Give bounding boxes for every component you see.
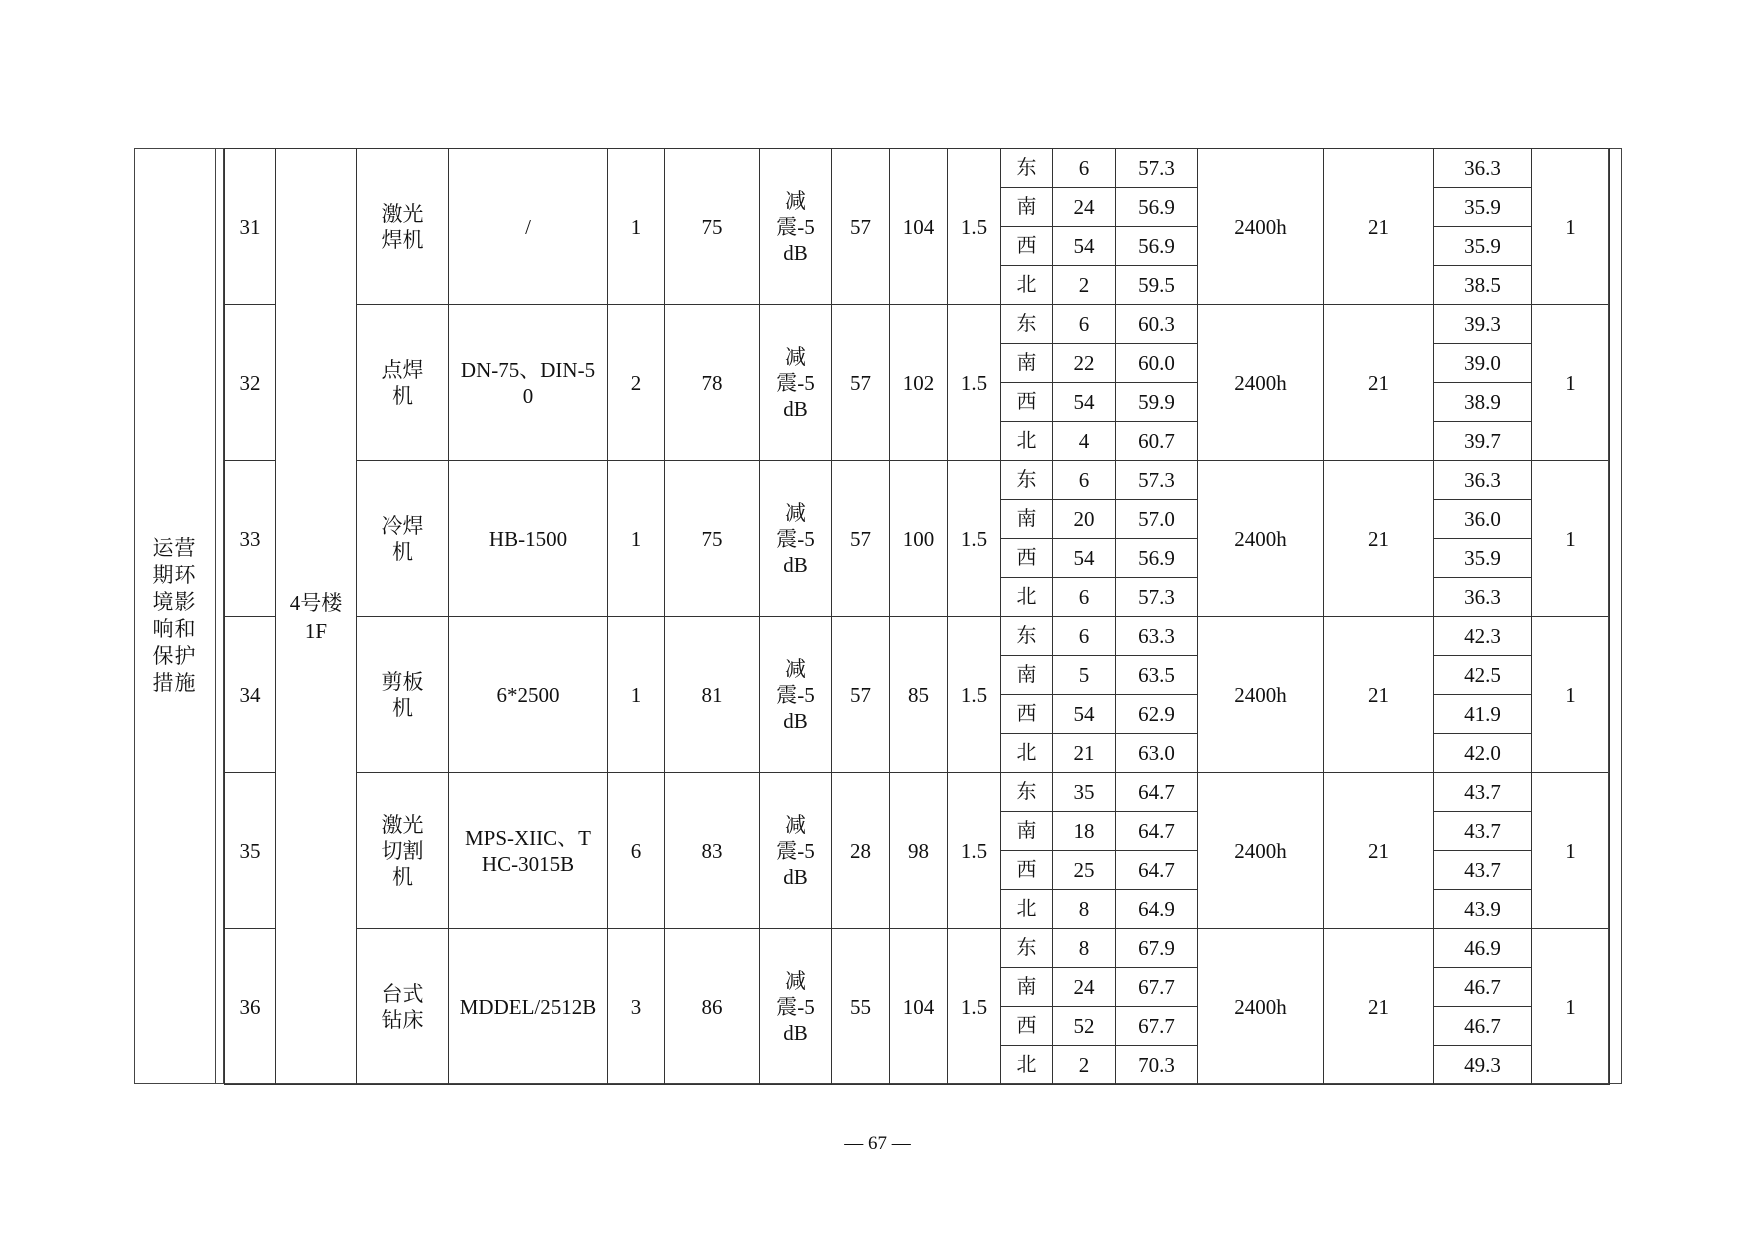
source-level: 75 (665, 149, 760, 305)
row-number: 35 (225, 773, 276, 929)
outdoor-value: 36.0 (1434, 500, 1532, 539)
coord-a: 57 (832, 305, 890, 461)
operating-time: 2400h (1198, 617, 1324, 773)
direction: 南 (1001, 656, 1053, 695)
model-cell (449, 305, 608, 461)
measure-cell (760, 461, 832, 617)
quantity: 2 (608, 305, 665, 461)
boundary-value: 64.7 (1116, 773, 1198, 812)
distance: 6 (1053, 578, 1116, 617)
direction: 东 (1001, 305, 1053, 344)
boundary-value: 67.7 (1116, 968, 1198, 1007)
boundary-value: 57.3 (1116, 461, 1198, 500)
distance: 8 (1053, 929, 1116, 968)
operating-time: 2400h (1198, 461, 1324, 617)
row-number: 36 (225, 929, 276, 1085)
outdoor-value: 46.9 (1434, 929, 1532, 968)
direction: 东 (1001, 149, 1053, 188)
direction: 南 (1001, 812, 1053, 851)
coord-c: 1.5 (948, 617, 1001, 773)
boundary-value: 62.9 (1116, 695, 1198, 734)
boundary-value: 56.9 (1116, 227, 1198, 266)
direction: 西 (1001, 227, 1053, 266)
model-cell (449, 929, 608, 1085)
distance: 6 (1053, 461, 1116, 500)
direction: 西 (1001, 851, 1053, 890)
direction: 北 (1001, 266, 1053, 305)
row-number: 32 (225, 305, 276, 461)
source-level: 83 (665, 773, 760, 929)
source-level: 78 (665, 305, 760, 461)
source-count: 1 (1532, 461, 1610, 617)
distance: 21 (1053, 734, 1116, 773)
coord-c: 1.5 (948, 929, 1001, 1085)
boundary-value: 70.3 (1116, 1046, 1198, 1085)
boundary-value: 64.9 (1116, 890, 1198, 929)
distance: 54 (1053, 383, 1116, 422)
boundary-value: 63.5 (1116, 656, 1198, 695)
direction: 南 (1001, 344, 1053, 383)
boundary-value: 67.9 (1116, 929, 1198, 968)
boundary-value: 63.3 (1116, 617, 1198, 656)
boundary-value: 59.5 (1116, 266, 1198, 305)
outdoor-value: 39.7 (1434, 422, 1532, 461)
row-number: 34 (225, 617, 276, 773)
equipment-model: HB-1500 (488, 526, 568, 551)
mitigation-measure: 减震-5dB (776, 344, 815, 421)
boundary-value: 60.3 (1116, 305, 1198, 344)
coord-b: 104 (890, 929, 948, 1085)
table-body (225, 149, 1610, 1085)
mitigation-measure: 减震-5dB (776, 656, 815, 733)
outdoor-value: 46.7 (1434, 1007, 1532, 1046)
distance: 6 (1053, 149, 1116, 188)
distance: 22 (1053, 344, 1116, 383)
outdoor-value: 39.3 (1434, 305, 1532, 344)
table-row (225, 305, 1610, 344)
operating-time: 2400h (1198, 773, 1324, 929)
source-count: 1 (1532, 149, 1610, 305)
building-loss: 21 (1324, 929, 1434, 1085)
section-label-cell (134, 148, 216, 1084)
boundary-value: 57.0 (1116, 500, 1198, 539)
distance: 6 (1053, 617, 1116, 656)
source-count: 1 (1532, 929, 1610, 1085)
boundary-value: 57.3 (1116, 578, 1198, 617)
distance: 20 (1053, 500, 1116, 539)
source-count: 1 (1532, 305, 1610, 461)
source-level: 86 (665, 929, 760, 1085)
equipment-name: 剪板机 (381, 669, 424, 720)
coord-b: 102 (890, 305, 948, 461)
outdoor-value: 36.3 (1434, 461, 1532, 500)
table-row (225, 929, 1610, 968)
coord-a: 57 (832, 149, 890, 305)
source-level: 75 (665, 461, 760, 617)
coord-b: 98 (890, 773, 948, 929)
operating-time: 2400h (1198, 929, 1324, 1085)
outdoor-value: 35.9 (1434, 539, 1532, 578)
table-row (225, 773, 1610, 812)
coord-b: 104 (890, 149, 948, 305)
outdoor-value: 46.7 (1434, 968, 1532, 1007)
outdoor-value: 41.9 (1434, 695, 1532, 734)
mitigation-measure: 减震-5dB (776, 500, 815, 577)
quantity: 6 (608, 773, 665, 929)
outdoor-value: 42.0 (1434, 734, 1532, 773)
boundary-value: 60.7 (1116, 422, 1198, 461)
table-row (225, 617, 1610, 656)
mitigation-measure: 减震-5dB (776, 968, 815, 1045)
direction: 西 (1001, 383, 1053, 422)
distance: 54 (1053, 539, 1116, 578)
direction: 西 (1001, 1007, 1053, 1046)
direction: 西 (1001, 539, 1053, 578)
direction: 北 (1001, 578, 1053, 617)
boundary-value: 56.9 (1116, 188, 1198, 227)
equipment-name-cell (357, 461, 449, 617)
boundary-value: 67.7 (1116, 1007, 1198, 1046)
equipment-name: 激光切割机 (381, 812, 424, 889)
outdoor-value: 43.7 (1434, 851, 1532, 890)
quantity: 1 (608, 461, 665, 617)
coord-c: 1.5 (948, 461, 1001, 617)
outdoor-value: 36.3 (1434, 149, 1532, 188)
direction: 东 (1001, 461, 1053, 500)
equipment-model: 6*2500 (496, 682, 560, 707)
source-count: 1 (1532, 617, 1610, 773)
table-row (225, 461, 1610, 500)
coord-a: 57 (832, 617, 890, 773)
row-number: 33 (225, 461, 276, 617)
measure-cell (760, 305, 832, 461)
equipment-name-cell (357, 929, 449, 1085)
equipment-name-cell (357, 617, 449, 773)
equipment-name: 冷焊机 (381, 513, 424, 564)
measure-cell (760, 929, 832, 1085)
distance: 24 (1053, 968, 1116, 1007)
distance: 5 (1053, 656, 1116, 695)
coord-c: 1.5 (948, 773, 1001, 929)
coord-a: 55 (832, 929, 890, 1085)
outdoor-value: 38.5 (1434, 266, 1532, 305)
direction: 北 (1001, 1046, 1053, 1085)
outdoor-value: 49.3 (1434, 1046, 1532, 1085)
distance: 35 (1053, 773, 1116, 812)
table-row (225, 149, 1610, 188)
building-label: 4号楼 1F (289, 590, 343, 643)
distance: 8 (1053, 890, 1116, 929)
mitigation-measure: 减震-5dB (776, 188, 815, 265)
model-cell (449, 461, 608, 617)
direction: 南 (1001, 968, 1053, 1007)
building-cell (276, 149, 357, 1085)
equipment-model: / (525, 214, 531, 239)
operating-time: 2400h (1198, 149, 1324, 305)
model-cell (449, 773, 608, 929)
outdoor-value: 39.0 (1434, 344, 1532, 383)
coord-b: 85 (890, 617, 948, 773)
distance: 4 (1053, 422, 1116, 461)
model-cell (449, 617, 608, 773)
coord-a: 57 (832, 461, 890, 617)
outdoor-value: 42.5 (1434, 656, 1532, 695)
building-loss: 21 (1324, 149, 1434, 305)
boundary-value: 60.0 (1116, 344, 1198, 383)
page-number: — 67 — (844, 1133, 911, 1154)
section-divider (216, 148, 224, 1084)
table-right-border (1608, 148, 1622, 1084)
distance: 54 (1053, 227, 1116, 266)
coord-c: 1.5 (948, 305, 1001, 461)
outdoor-value: 36.3 (1434, 578, 1532, 617)
distance: 24 (1053, 188, 1116, 227)
coord-b: 100 (890, 461, 948, 617)
direction: 北 (1001, 890, 1053, 929)
distance: 6 (1053, 305, 1116, 344)
measure-cell (760, 773, 832, 929)
direction: 南 (1001, 188, 1053, 227)
source-count: 1 (1532, 773, 1610, 929)
direction: 东 (1001, 617, 1053, 656)
equipment-model: DN-75、DIN-50 (460, 357, 596, 408)
equipment-name-cell (357, 305, 449, 461)
boundary-value: 64.7 (1116, 851, 1198, 890)
equipment-name-cell (357, 773, 449, 929)
equipment-name: 点焊机 (381, 357, 424, 408)
equipment-model: MPS-XIIC、THC-3015B (464, 825, 591, 876)
quantity: 1 (608, 149, 665, 305)
outdoor-value: 35.9 (1434, 188, 1532, 227)
direction: 东 (1001, 773, 1053, 812)
outdoor-value: 35.9 (1434, 227, 1532, 266)
direction: 东 (1001, 929, 1053, 968)
outdoor-value: 43.7 (1434, 812, 1532, 851)
direction: 北 (1001, 734, 1053, 773)
direction: 南 (1001, 500, 1053, 539)
mitigation-measure: 减震-5dB (776, 812, 815, 889)
building-loss: 21 (1324, 305, 1434, 461)
distance: 54 (1053, 695, 1116, 734)
model-cell (449, 149, 608, 305)
distance: 2 (1053, 266, 1116, 305)
measure-cell (760, 149, 832, 305)
distance: 25 (1053, 851, 1116, 890)
outdoor-value: 43.7 (1434, 773, 1532, 812)
equipment-name: 激光焊机 (381, 201, 424, 252)
building-loss: 21 (1324, 617, 1434, 773)
quantity: 1 (608, 617, 665, 773)
boundary-value: 57.3 (1116, 149, 1198, 188)
building-loss: 21 (1324, 773, 1434, 929)
equipment-name: 台式钻床 (381, 981, 424, 1032)
boundary-value: 64.7 (1116, 812, 1198, 851)
direction: 北 (1001, 422, 1053, 461)
equipment-model: MDDEL/2512B (459, 994, 597, 1019)
row-number: 31 (225, 149, 276, 305)
boundary-value: 56.9 (1116, 539, 1198, 578)
operating-time: 2400h (1198, 305, 1324, 461)
outdoor-value: 38.9 (1434, 383, 1532, 422)
distance: 2 (1053, 1046, 1116, 1085)
measure-cell (760, 617, 832, 773)
distance: 52 (1053, 1007, 1116, 1046)
source-level: 81 (665, 617, 760, 773)
direction: 西 (1001, 695, 1053, 734)
equipment-name-cell (357, 149, 449, 305)
outdoor-value: 43.9 (1434, 890, 1532, 929)
boundary-value: 63.0 (1116, 734, 1198, 773)
outdoor-value: 42.3 (1434, 617, 1532, 656)
quantity: 3 (608, 929, 665, 1085)
building-loss: 21 (1324, 461, 1434, 617)
coord-c: 1.5 (948, 149, 1001, 305)
boundary-value: 59.9 (1116, 383, 1198, 422)
distance: 18 (1053, 812, 1116, 851)
coord-a: 28 (832, 773, 890, 929)
section-label: 运营期环境影响和保护措施 (152, 536, 197, 695)
noise-source-table (224, 148, 1610, 1085)
